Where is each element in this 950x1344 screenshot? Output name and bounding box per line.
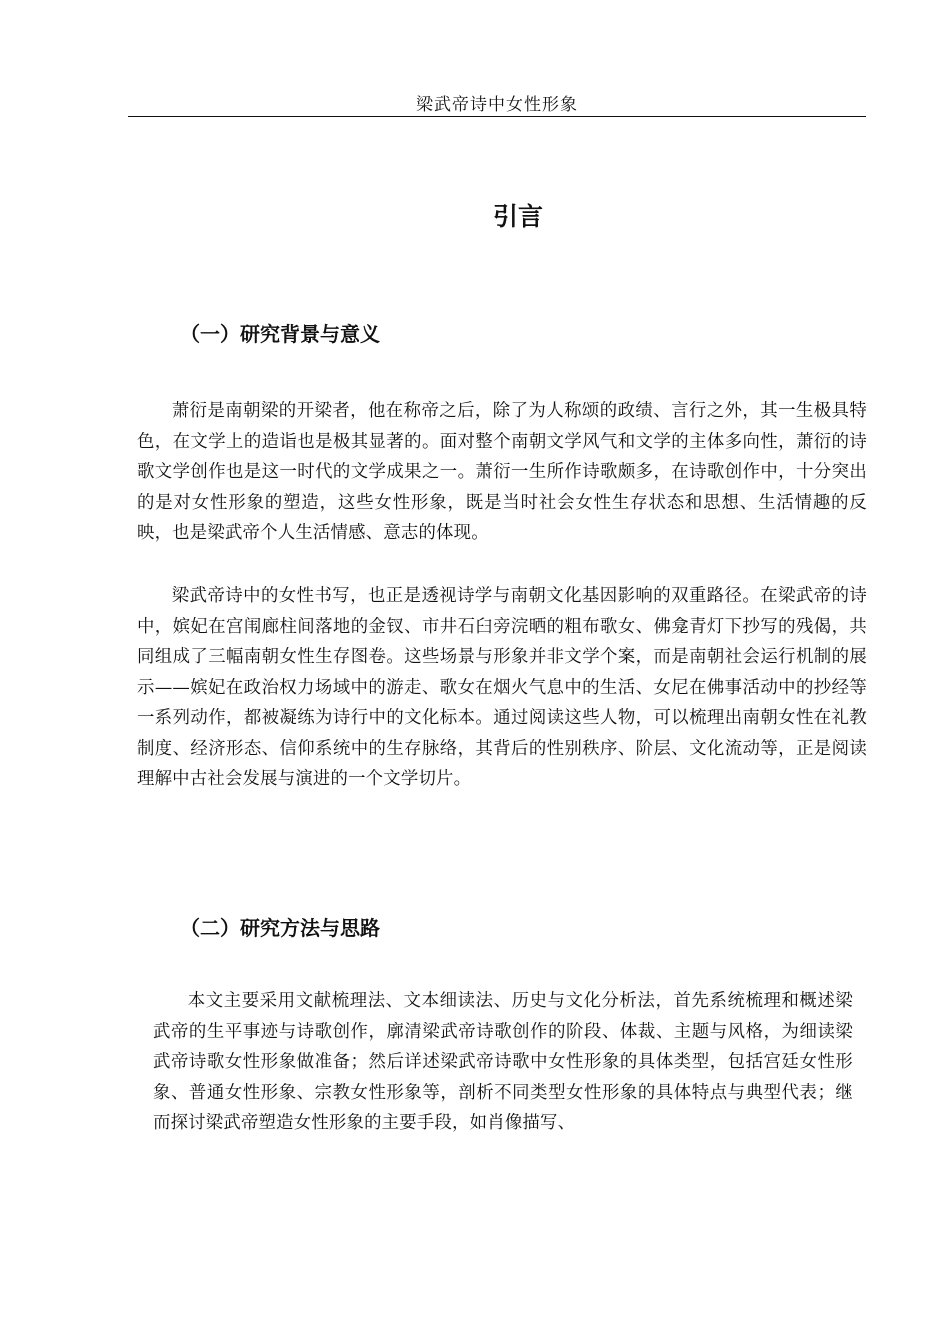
- paragraph-methods-1: 本文主要采用文献梳理法、文本细读法、历史与文化分析法，首先系统梳理和概述梁武帝的生平事迹与诗歌创作，廓清梁武帝诗歌创作的阶段、体裁、主题与风格，为细读梁武帝诗歌女性形象做准备；然后详述梁武帝诗歌中女性形象的具体类型，包括宫廷女性形象、普通女性形象、宗教女性形象等，剖析不同类型女性形象的具体特点与典型代表；继而探讨梁武帝塑造女性形象的主要手段，如肖像描写、: [153, 991, 853, 1133]
- paragraph-background-1: 萧衍是南朝梁的开梁者，他在称帝之后，除了为人称颂的政绩、言行之外，其一生极具特色，在文学上的造诣也是极其显著的。面对整个南朝文学风气和文学的主体多向性，萧衍的诗歌文学创作也是这一时代的文学成果之一。萧衍一生所作诗歌颇多，在诗歌创作中，十分突出的是对女性形象的塑造，这些女性形象，既是当时社会女性生存状态和思想、生活情趣的反映，也是梁武帝个人生活情感、意志的体现。: [137, 401, 867, 543]
- section-heading-methods: （二）研究方法与思路: [180, 916, 380, 940]
- page-title: 引言: [492, 202, 543, 231]
- running-header: 梁武帝诗中女性形象: [416, 95, 578, 115]
- paragraph-background-2: 梁武帝诗中的女性书写，也正是透视诗学与南朝文化基因影响的双重路径。在梁武帝的诗中，嫔妃在宫闱廊柱间落地的金钗、市井石臼旁浣晒的粗布歌女、佛龛青灯下抄写的残偈，共同组成了三幅南朝女性生存图卷。这些场景与形象并非文学个案，而是南朝社会运行机制的展示——嫔妃在政治权力场域中的游走、歌女在烟火气息中的生活、女尼在佛事活动中的抄经等一系列动作，都被凝练为诗行中的文化标本。通过阅读这些人物，可以梳理出南朝女性在礼教制度、经济形态、信仰系统中的生存脉络，其背后的性别秩序、阶层、文化流动等，正是阅读理解中古社会发展与演进的一个文学切片。: [137, 586, 867, 789]
- header-rule: [128, 116, 866, 117]
- section-heading-background: （一）研究背景与意义: [180, 322, 380, 346]
